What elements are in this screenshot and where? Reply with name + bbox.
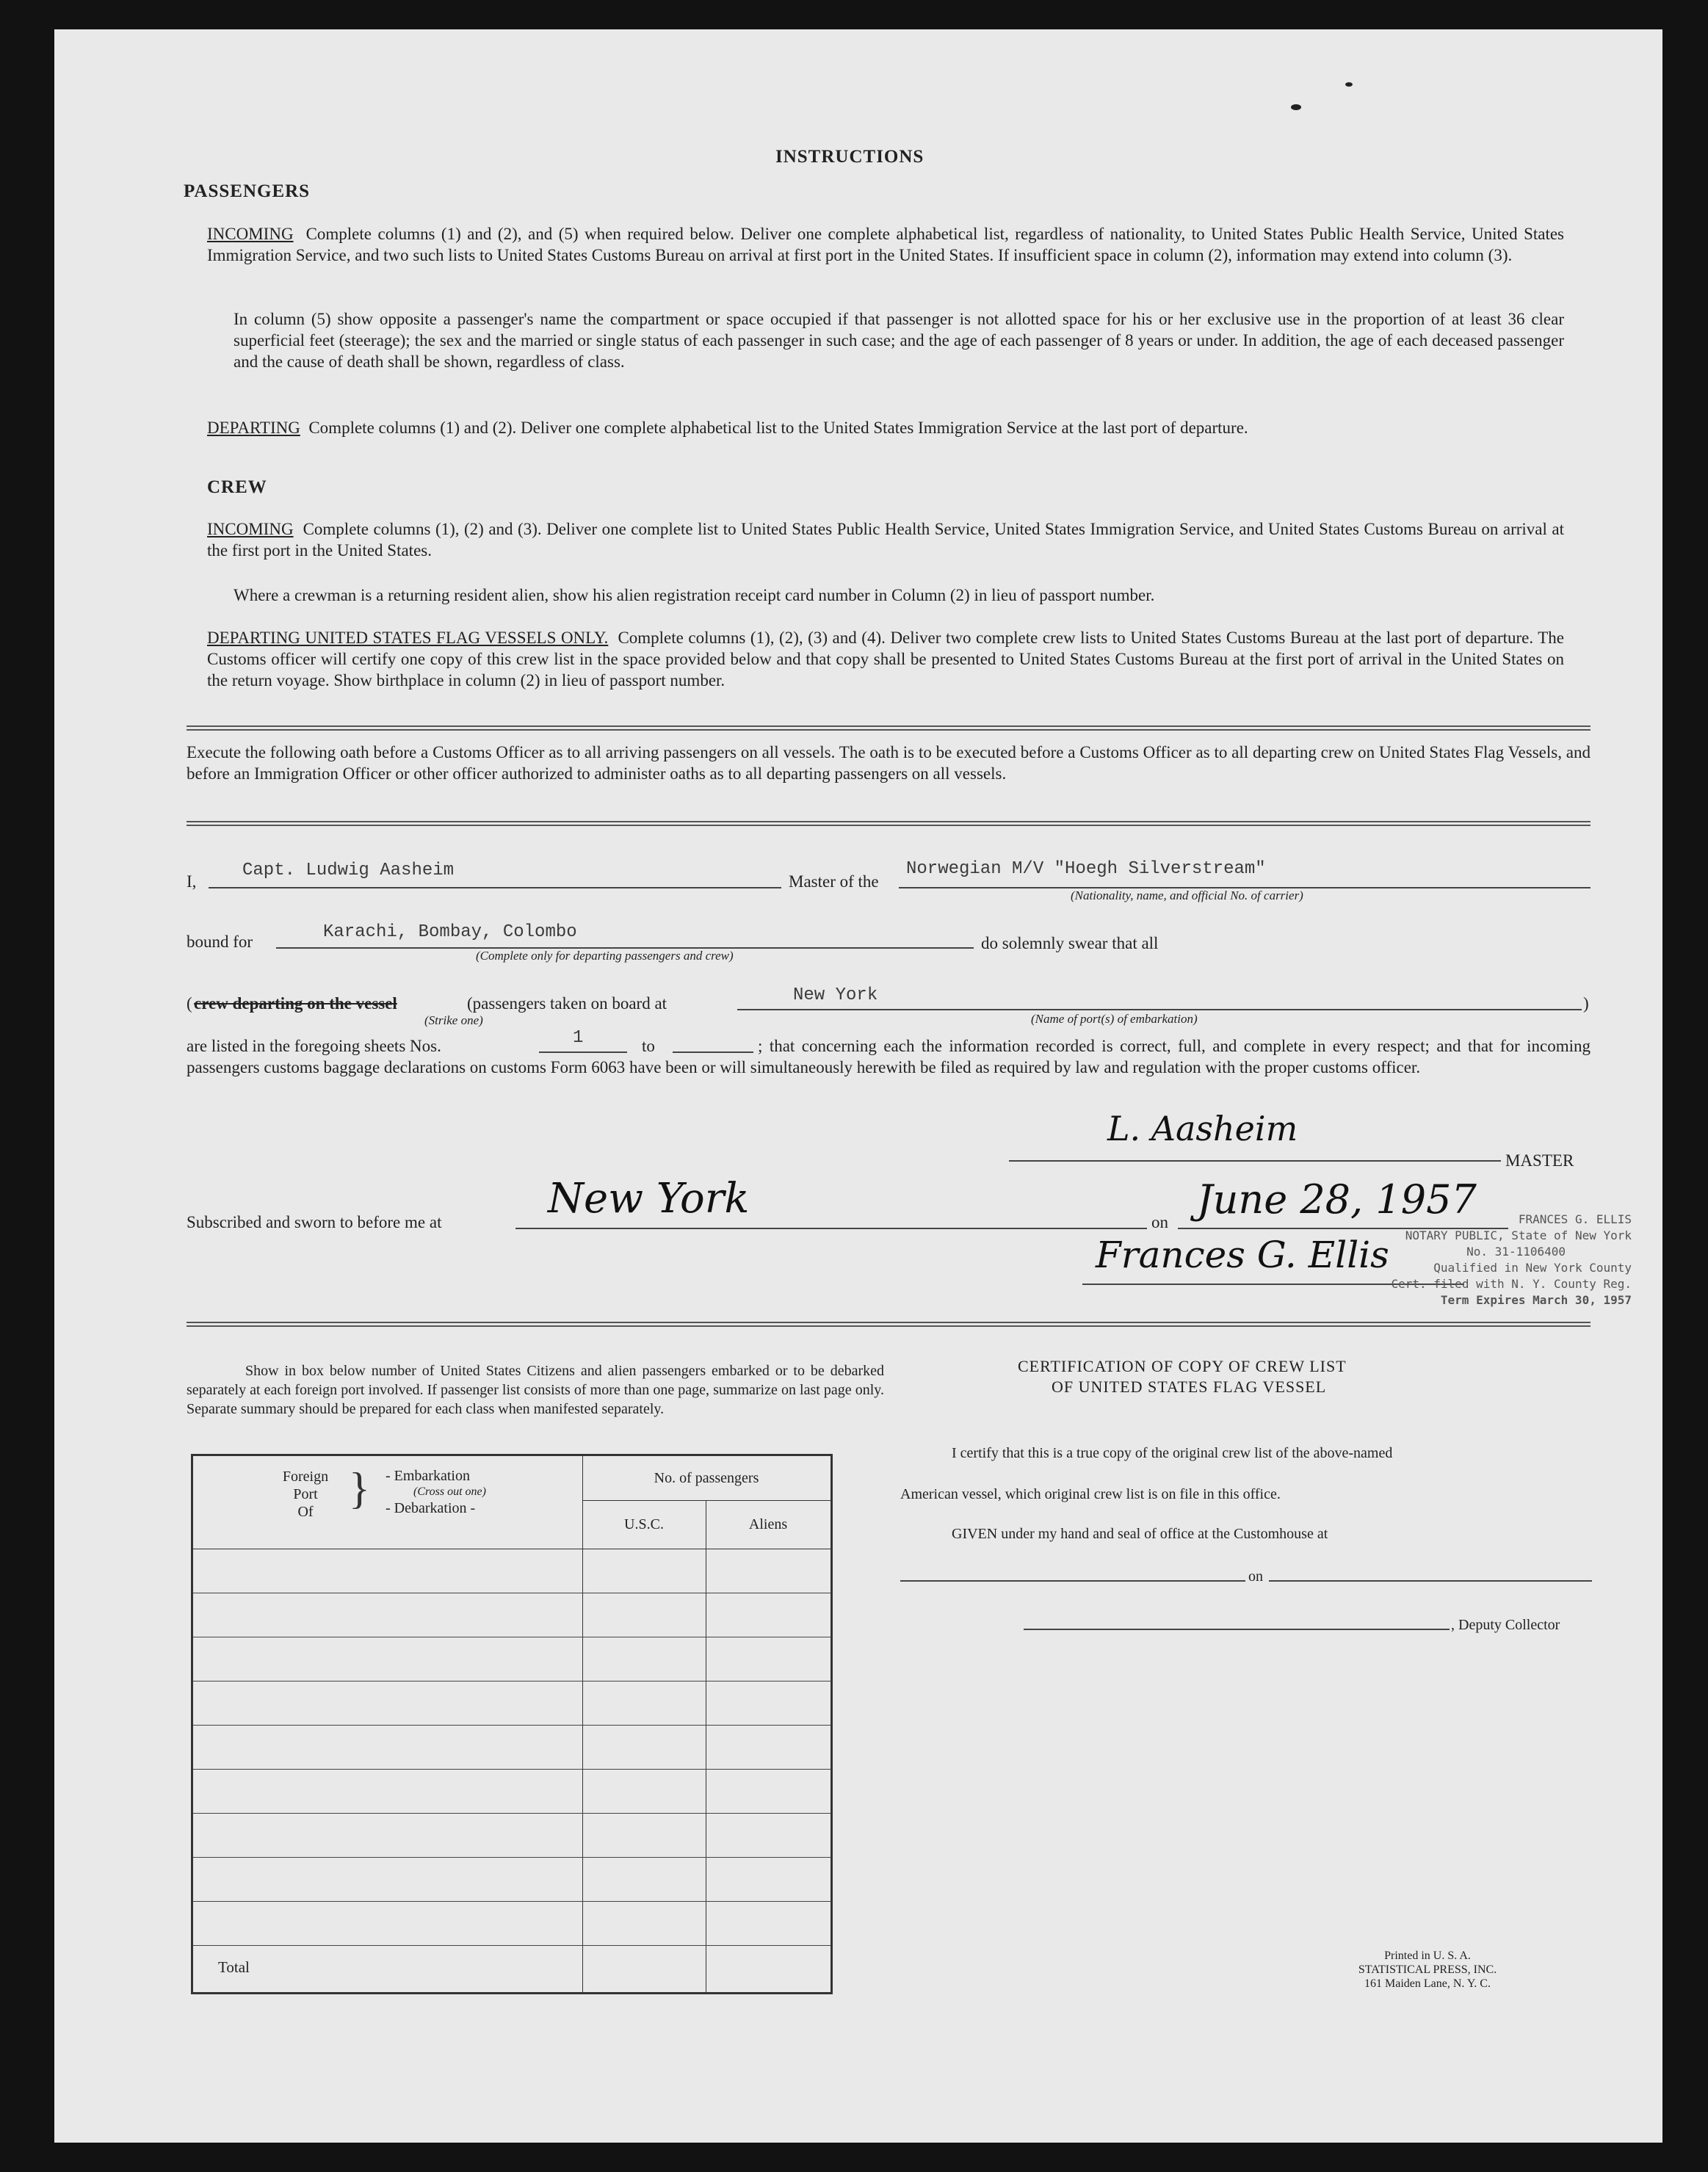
destination-value[interactable]: Karachi, Bombay, Colombo: [323, 922, 577, 942]
notary-signature: Frances G. Ellis: [1096, 1234, 1389, 1276]
cert-given-line: GIVEN under my hand and seal of office at the Customhouse at: [952, 1526, 1328, 1542]
brace-icon: }: [349, 1464, 370, 1513]
passengers-column5-paragraph: In column (5) show opposite a passenger's name the compartment or space occupied if that passenger is not allotted space for his or her exclusive use in the proportion of at least 36 clear superficial feet (steerage); the sex and the married or single status of each passenger in such case; and the age of each passenger of 8 years or under. In addition, the age of each deceased passenger and the cause of death shall be shown, regardless of class.: [234, 310, 1564, 371]
deputy-collector-label: , Deputy Collector: [1451, 1617, 1560, 1633]
table-row[interactable]: [193, 1901, 831, 1902]
bound-for-label: bound for: [187, 933, 253, 951]
master-of-label: Master of the: [789, 872, 879, 891]
subscribed-label: Subscribed and sworn to before me at: [187, 1213, 442, 1231]
cert-heading-2: OF UNITED STATES FLAG VESSEL: [1052, 1378, 1327, 1396]
sheet-from-value[interactable]: 1: [573, 1028, 584, 1048]
printer-line: Printed in U. S. A.: [1384, 1950, 1471, 1962]
taken-on-board-label: (passengers taken on board at: [467, 994, 667, 1013]
debarkation-label[interactable]: - Debarkation -: [386, 1500, 476, 1516]
passengers-incoming-text: Complete columns (1) and (2), and (5) when required below. Deliver one complete alphabetical list, regardless of nationality, to United States Public Health Service, United States Immigration Service, and two such lists to United States Customs Bureau on arrival at first port in the United States. If insufficient space in column (2), information may extend into column (3).: [207, 225, 1565, 264]
concerning-text: ; that concerning each the information recorded is correct, full, and complete in every respect; and that for incoming passengers customs baggage declarations on customs Form 6063 have been or will simultaneously herewith be filed as required by law and regulation with the proper customs officer.: [187, 1037, 1591, 1076]
crew-departing-label: DEPARTING UNITED STATES FLAG VESSELS ONLY.: [207, 629, 609, 647]
master-signature-line: [1009, 1160, 1501, 1162]
cert-date-line[interactable]: [1269, 1580, 1592, 1582]
port-paren-close: ): [1583, 994, 1589, 1013]
aliens-header: Aliens: [706, 1500, 831, 1549]
table-row[interactable]: [193, 1945, 831, 1946]
no-passengers-header: No. of passengers: [582, 1456, 831, 1501]
port-caption: (Name of port(s) of embarkation): [1031, 1012, 1198, 1026]
customhouse-line[interactable]: [900, 1580, 1245, 1582]
table-row[interactable]: [193, 1769, 831, 1770]
ink-speck: [1345, 82, 1353, 87]
on-label: on: [1151, 1213, 1168, 1231]
cert-on-label: on: [1248, 1568, 1263, 1585]
to-label: to: [642, 1037, 655, 1055]
printer-credit: [1317, 1949, 1538, 1991]
ink-speck: [1291, 104, 1301, 110]
strike-caption: (Strike one): [424, 1013, 483, 1027]
master-name-value[interactable]: Capt. Ludwig Aasheim: [242, 861, 455, 880]
table-row[interactable]: [193, 1857, 831, 1858]
stamp-line: Qualified in New York County: [1433, 1261, 1632, 1275]
foreign-label: Foreign: [282, 1469, 329, 1485]
table-row[interactable]: [193, 1725, 831, 1726]
passengers-incoming-label: INCOMING: [207, 225, 294, 243]
strike-paren-open: (: [187, 994, 192, 1013]
divider-oath: [187, 821, 1591, 826]
strike-option-crew[interactable]: crew departing on the vessel: [194, 994, 397, 1013]
stamp-line: No. 31-1106400: [1466, 1245, 1566, 1259]
port-label: Port: [293, 1486, 318, 1502]
port-header-cell: [193, 1456, 583, 1549]
summary-instructions: Show in box below number of United States Citizens and alien passengers embarked or to be debarked separately at each foreign port involved. If passenger list consists of more than one page, summarize on last page only. Separate summary should be prepared for each class when manifested separately.: [187, 1363, 884, 1417]
stamp-line: Cert. filed with N. Y. County Reg.: [1391, 1277, 1632, 1291]
divider-bottom: [187, 1322, 1591, 1327]
passengers-departing-paragraph: [207, 417, 1564, 438]
listed-label: are listed in the foregoing sheets Nos.: [187, 1037, 441, 1055]
page-title: INSTRUCTIONS: [775, 147, 924, 167]
form-page: [54, 29, 1662, 2143]
column-divider: [582, 1549, 583, 1992]
stamp-line: NOTARY PUBLIC, State of New York: [1405, 1228, 1632, 1242]
cross-out-caption: (Cross out one): [413, 1485, 486, 1498]
master-name-line: [209, 887, 781, 888]
master-label: MASTER: [1505, 1151, 1574, 1170]
crew-incoming-paragraph: [207, 518, 1564, 561]
destination-caption: (Complete only for departing passengers and crew): [476, 949, 734, 963]
total-label: Total: [218, 1958, 250, 1976]
stamp-line: FRANCES G. ELLIS: [1518, 1212, 1632, 1226]
port-value[interactable]: New York: [793, 985, 878, 1005]
passenger-summary-box: [191, 1454, 833, 1994]
of-label: Of: [297, 1504, 314, 1520]
deputy-collector-line[interactable]: [1024, 1629, 1450, 1630]
carrier-value[interactable]: Norwegian M/V "Hoegh Silverstream": [906, 859, 1266, 879]
cert-certify-line-1: I certify that this is a true copy of the original crew list of the above-named: [952, 1445, 1393, 1461]
crew-incoming-label: INCOMING: [207, 520, 294, 538]
swear-label: do solemnly swear that all: [981, 934, 1159, 952]
foreign-port-of: [265, 1468, 346, 1521]
sworn-date: June 28, 1957: [1197, 1176, 1477, 1223]
cert-heading-1: CERTIFICATION OF COPY OF CREW LIST: [1018, 1357, 1347, 1375]
passengers-incoming-paragraph: [207, 223, 1564, 266]
usc-header: U.S.C.: [582, 1500, 706, 1549]
table-row[interactable]: [193, 1813, 831, 1814]
passengers-heading: PASSENGERS: [184, 181, 311, 201]
notary-stamp: [1389, 1212, 1632, 1308]
port-line: [737, 1009, 1582, 1010]
passengers-departing-label: DEPARTING: [207, 419, 300, 437]
cert-certify-line-2: American vessel, which original crew list is on file in this office.: [900, 1486, 1281, 1502]
sworn-place-signature: New York: [548, 1175, 750, 1223]
oath-intro: Execute the following oath before a Customs Officer as to all arriving passengers on all vessels. The oath is to be executed before a Customs Officer as to all departing crew on United States Flag Vessels, and before an Immigration Officer or other officer authorized to administer oaths as to all departing passengers on all vessels.: [187, 743, 1591, 783]
crew-departing-paragraph: [207, 627, 1564, 691]
printer-line: STATISTICAL PRESS, INC.: [1358, 1963, 1497, 1976]
crew-heading: CREW: [207, 477, 267, 497]
passengers-departing-text: Complete columns (1) and (2). Deliver one complete alphabetical list to the United States Immigration Service at the last port of departure.: [308, 419, 1248, 437]
divider-top: [187, 725, 1591, 731]
oath-i-label: I,: [187, 872, 197, 891]
embarkation-label[interactable]: - Embarkation: [386, 1468, 470, 1484]
crew-incoming-text: Complete columns (1), (2) and (3). Deliver one complete list to United States Public Health Service, United States Immigration Service, and United States Customs Bureau on arrival at the first port in the United States.: [207, 520, 1565, 560]
carrier-caption: (Nationality, name, and official No. of carrier): [1071, 888, 1303, 902]
master-signature: L. Aasheim: [1107, 1109, 1298, 1148]
table-row[interactable]: [193, 1681, 831, 1682]
stamp-line: Term Expires March 30, 1957: [1440, 1293, 1632, 1307]
crew-returning-paragraph: Where a crewman is a returning resident alien, show his alien registration receipt card number in Column (2) in lieu of passport number.: [234, 586, 1155, 604]
crew-departing-text: Complete columns (1), (2), (3) and (4). Deliver two complete crew lists to United States Customs Bureau at the last port of departure. The Customs officer will certify one copy of this crew list in the space provided below and that copy shall be presented to United States Customs Bureau at the first port of arrival in the United States on the return voyage. Show birthplace in column (2) in lieu of passport number.: [207, 629, 1565, 689]
sworn-place-line: [515, 1228, 1147, 1229]
printer-line: 161 Maiden Lane, N. Y. C.: [1364, 1977, 1491, 1990]
